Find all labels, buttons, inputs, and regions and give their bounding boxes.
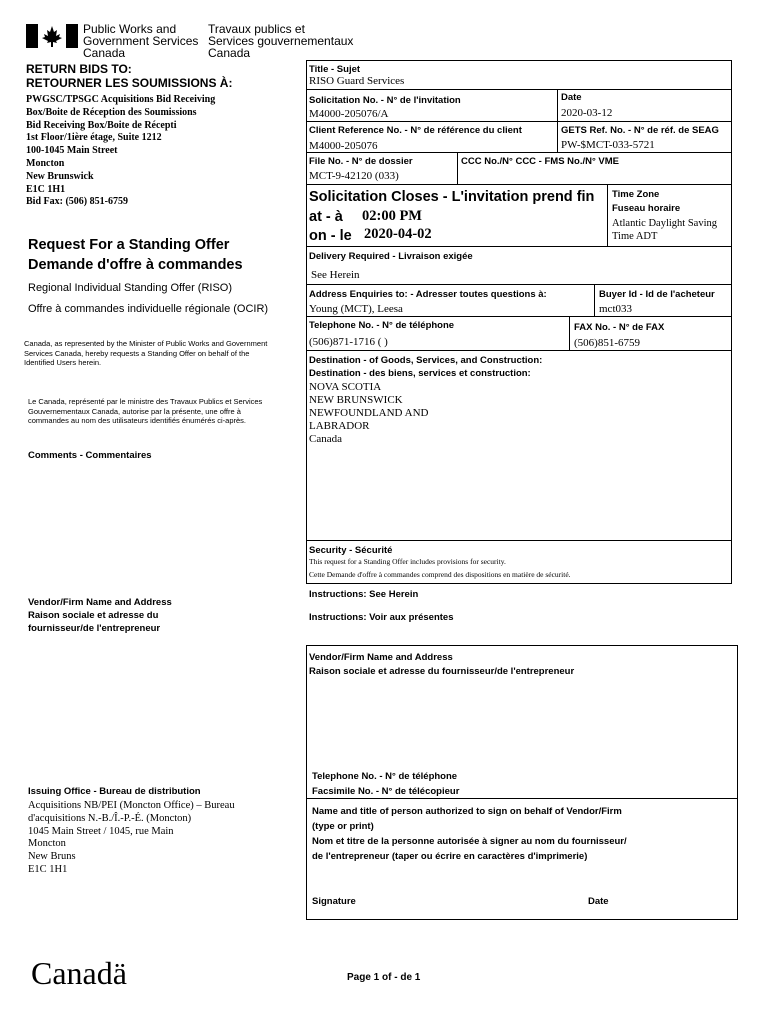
closes-at-value: 02:00 PM — [362, 208, 422, 224]
buyer-id-value: mct033 — [599, 303, 632, 315]
destination-label-en: Destination - of Goods, Services, and Construction: — [309, 355, 543, 366]
file-number-value: MCT-9-42120 (033) — [309, 170, 399, 182]
ccc-number-label: CCC No./N° CCC - FMS No./N° VME — [461, 156, 620, 167]
authorized-person-label: Name and title of person authorized to sign on behalf of Vendor/Firm (type or print) Nom et titre de la personne autorisée à signer au nom du fournisseur/ de l'entrepreneur (taper ou écrire en caractères d'imprimerie) — [312, 806, 627, 862]
address-enquiries-value: Young (MCT), Leesa — [309, 303, 403, 315]
vendor-name-address-label-left: Vendor/Firm Name and Address Raison sociale et adresse du fournisseur/de l'entrepreneur — [28, 597, 172, 634]
request-paragraph-fr: Le Canada, représenté par le ministre des Travaux Publics et Services Gouvernementaux Canada, autorise par la présente, une offre à commandes au nom des utilisateurs identifiés énumérés ci-après. — [28, 397, 263, 425]
gets-reference-label: GETS Ref. No. - N° de réf. de SEAG — [561, 125, 719, 136]
client-reference-label: Client Reference No. - N° de référence du client — [309, 125, 522, 136]
fax-value: (506)851-6759 — [574, 337, 640, 349]
vendor-name-address-field[interactable] — [309, 680, 734, 768]
telephone-label: Telephone No. - N° de téléphone — [309, 320, 455, 331]
government-flag-icon — [26, 24, 78, 48]
request-subtitle-fr: Offre à commandes individuelle régionale (OCIR) — [28, 303, 269, 315]
time-zone-label-en: Time Zone — [612, 189, 660, 200]
security-label: Security - Sécurité — [309, 545, 393, 556]
request-title-fr: Demande d'offre à commandes — [28, 257, 243, 273]
client-reference-value: M4000-205076 — [309, 140, 378, 152]
comments-label: Comments - Commentaires — [28, 450, 152, 461]
vendor-telephone-label: Telephone No. - N° de téléphone — [312, 771, 458, 782]
buyer-id-label: Buyer Id - Id de l'acheteur — [599, 289, 715, 300]
address-enquiries-label: Address Enquiries to: - Adresser toutes questions à: — [309, 289, 547, 300]
telephone-value: (506)871-1716 ( ) — [309, 336, 388, 348]
signature-date-label: Date — [588, 896, 609, 907]
solicitation-number-label: Solicitation No. - N° de l'invitation — [309, 95, 461, 106]
solicitation-closes-label: Solicitation Closes - L'invitation prend fin — [309, 189, 595, 205]
time-zone-value: Atlantic Daylight Saving Time ADT — [612, 218, 717, 242]
security-text-fr: Cette Demande d'offre à commandes comprend des dispositions en matière de sécurité. — [309, 570, 571, 579]
title-value: RISO Guard Services — [309, 75, 405, 87]
request-subtitle-en: Regional Individual Standing Offer (RISO) — [28, 282, 233, 294]
instructions-en: Instructions: See Herein — [309, 589, 419, 600]
vendor-facsimile-label: Facsimile No. - N° de télécopieur — [312, 786, 460, 797]
security-text-en: This request for a Standing Offer includes provisions for security. — [309, 557, 506, 566]
request-title-en: Request For a Standing Offer — [28, 237, 230, 253]
vendor-name-address-label: Vendor/Firm Name and Address Raison sociale et adresse du fournisseur/de l'entrepreneur — [309, 652, 575, 677]
closes-at-label: at - à — [309, 209, 343, 225]
title-label: Title - Sujet — [309, 64, 361, 75]
delivery-required-value: See Herein — [311, 269, 360, 281]
file-number-label: File No. - N° de dossier — [309, 156, 413, 167]
gets-reference-value: PW-$MCT-033-5721 — [561, 139, 655, 151]
canada-wordmark: Canadä — [31, 955, 127, 991]
time-zone-label-fr: Fuseau horaire — [612, 203, 681, 214]
fax-label: FAX No. - N° de FAX — [574, 322, 665, 333]
department-name-english: Public Works and Government Services Canada — [83, 22, 199, 60]
destination-label-fr: Destination - des biens, services et construction: — [309, 368, 531, 379]
request-paragraph-en: Canada, as represented by the Minister of Public Works and Government Services Canada, hereby requests a Standing Offer on behalf of the Identified Users herein. — [24, 339, 268, 367]
date-value: 2020-03-12 — [561, 107, 613, 119]
department-name-french: Travaux publics et Services gouvernementaux Canada — [208, 22, 354, 60]
signature-label: Signature — [312, 896, 356, 907]
issuing-office-address: Acquisitions NB/PEI (Moncton Office) – Bureau d'acquisitions N.-B./Î.-P.-É. (Moncton) 1045 Main Street / 1045, rue Main Moncton New Bruns E1C 1H1 — [28, 800, 235, 875]
return-bids-heading-fr: RETOURNER LES SOUMISSIONS À: — [26, 76, 233, 90]
delivery-required-label: Delivery Required - Livraison exigée — [309, 251, 473, 262]
closes-on-label: on - le — [309, 228, 352, 244]
return-bids-address: PWGSC/TPSGC Acquisitions Bid Receiving Box/Boite de Réception des Soumissions Bid Receiving Box/Boite de Récepti 1st Floor/1ière étage, Suite 1212 100-1045 Main Street Moncton New Brunswick E1C 1H1 Bid Fax: (506) 851-6759 — [26, 94, 216, 208]
issuing-office-label: Issuing Office - Bureau de distribution — [28, 786, 201, 797]
authorized-person-field[interactable] — [312, 866, 732, 890]
closes-on-value: 2020-04-02 — [364, 226, 432, 242]
page-number: Page 1 of - de 1 — [347, 972, 421, 983]
solicitation-number-value: M4000-205076/A — [309, 108, 389, 120]
date-label: Date — [561, 92, 582, 103]
instructions-fr: Instructions: Voir aux présentes — [309, 612, 454, 623]
destination-value: NOVA SCOTIA NEW BRUNSWICK NEWFOUNDLAND AND LABRADOR Canada — [309, 381, 429, 445]
return-bids-heading-en: RETURN BIDS TO: — [26, 62, 132, 76]
